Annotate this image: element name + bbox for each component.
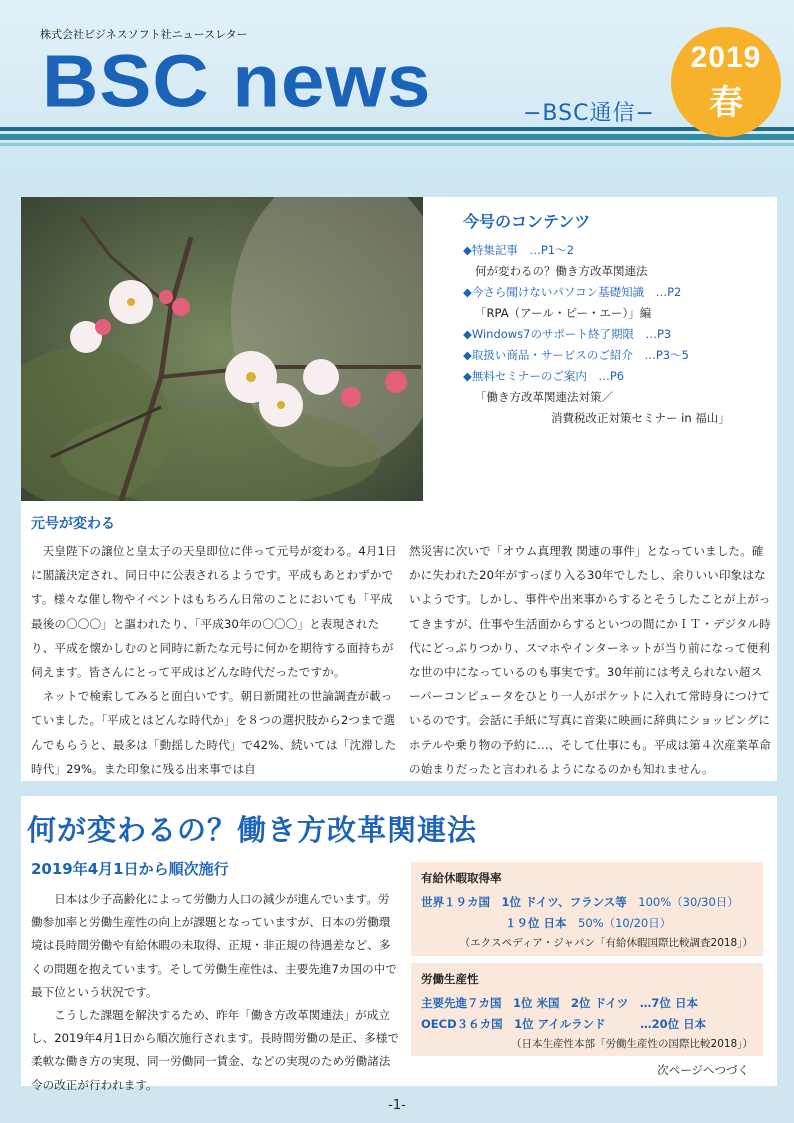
- toc-subitem: 何が変わるの？働き方改革関連法: [475, 264, 648, 278]
- continued-note: 次ページへつづく: [657, 1063, 749, 1077]
- toc-item: ◆Windows7のサポート終了期限 …P3: [463, 327, 672, 341]
- feature-subheading: 2019年4月1日から順次施行: [31, 860, 229, 878]
- toc-subitem: 「RPA（アール・ピー・エー）」編: [475, 306, 652, 320]
- table-of-contents: [463, 209, 763, 429]
- header: [0, 0, 794, 185]
- badge-season: 春: [709, 84, 743, 122]
- era-heading: 元号が変わる: [31, 516, 115, 532]
- company-name: 株式会社ビジネスソフト社ニュースレター: [40, 28, 248, 41]
- newsletter-title: BSC news: [42, 39, 432, 123]
- badge-year: 2019: [690, 41, 762, 74]
- era-paragraph: 天皇陛下の譲位と皇太子の天皇即位に伴って元号が変わる。4月1日に閣議決定され、同日中に公表されるようです。平成もあとわずかです。様々な催し物やイベントはもちろん日常のことにおいても「平成最後の〇〇〇」と謳われたり、「平成30年の〇〇〇」と表現されたり、平成を懐かしむのと同時に新たな元号に何かを期待する面持ちが伺えます。皆さんにとって平成はどんな時代だったですか。: [31, 544, 397, 680]
- toc-item: ◆無料セミナーのご案内 …P6: [463, 369, 625, 383]
- era-paragraph: ネットで検索してみると面白いです。朝日新聞社の世論調査が載っていました。「平成とはどんな時代か」を８つの選択肢から2つまで選んでもらうと、最多は「動揺した時代」で42%、続いては「沈滞した時代」29%。また印象に残る出来事では自: [31, 689, 397, 776]
- paid-leave-source: （エクスペディア・ジャパン「有給休暇国際比較調査2018」）: [459, 937, 753, 949]
- toc-subitem: 消費税改正対策セミナー in 福山」: [551, 411, 730, 425]
- era-column-right: [409, 539, 771, 781]
- toc-item: ◆今さら聞けないパソコン基礎知識 …P2: [463, 285, 682, 299]
- toc-item: ◆取扱い商品・サービスのご紹介 …P3～5: [463, 348, 689, 362]
- feature-panel: [21, 796, 777, 1092]
- toc-subitem: 「働き方改革関連法対策／: [475, 390, 613, 404]
- era-column-left: [31, 539, 401, 781]
- toc-heading: 今号のコンテンツ: [463, 212, 591, 231]
- feature-paragraph: こうした課題を解決するため、昨年「働き方改革関連法」が成立し、2019年4月1日から順次施行されます。長時間労働の是正、多様で柔軟な働き方の実現、同一労働同一賃金、などの実現のため労働諸法令の改正が行われます。: [31, 1008, 399, 1092]
- intro-panel: [21, 197, 777, 781]
- paid-leave-line: 世界１９カ国 1位 ドイツ、フランス等 100%（30/30日）: [421, 895, 739, 909]
- plum-blossom-photo: [21, 197, 423, 501]
- productivity-line: 主要先進７カ国 1位 米国 2位 ドイツ …7位 日本: [421, 996, 698, 1010]
- feature-body: [31, 888, 399, 1097]
- feature-paragraph: 日本は少子高齢化によって労働力人口の減少が進んでいます。労働参加率と労働生産性の向上が課題となっていますが、日本の労働環境は長時間労働や有給休暇の未取得、正規・非正規の待遇差など、多くの問題を抱えています。そして労働生産性は、主要先進7カ国の中で最下位という状況です。: [31, 892, 397, 999]
- newsletter-subtitle: −BSC通信−: [523, 101, 655, 126]
- era-paragraph: 然災害に次いで「オウム真理教 関連の事件」となっていました。確かに失われた20年がすっぽり入る30年でしたし、余りいい印象はないようです。しかし、事件や出来事からするとそうしたことが上がってきますが、仕事や生活面からするといつの間にかＩＴ・デジタル時代にどっぷりつかり、スマホやインターネットが当り前になって便利な世の中になっているのも事実です。30年前には考えられない超スーパーコンピュータをひとり一人がポケットに入れて常時身につけているのです。会話に手紙に写真に音楽に映画に辞典にショッピングにホテルや乗り物の予約に…、そして仕事にも。平成は第４次産業革命の始まりだったと言われるようになるのかも知れません。: [409, 544, 771, 776]
- paid-leave-heading: 有給休暇取得率: [421, 871, 502, 885]
- productivity-heading: 労働生産性: [421, 972, 479, 986]
- productivity-source: （日本生産性本部「労働生産性の国際比較2018」）: [511, 1038, 753, 1050]
- page-number: -1-: [388, 1098, 406, 1113]
- paid-leave-line: １９位 日本 50%（10/20日）: [505, 916, 672, 930]
- issue-badge: [671, 27, 781, 137]
- paid-leave-box: [411, 862, 763, 956]
- productivity-box: [411, 963, 763, 1056]
- feature-title: 何が変わるの？働き方改革関連法: [27, 813, 478, 847]
- toc-item: ◆特集記事 …P1～2: [463, 243, 574, 257]
- header-stripes: [0, 127, 794, 151]
- productivity-line: OECD３６カ国 1位 アイルランド …20位 日本: [421, 1017, 707, 1031]
